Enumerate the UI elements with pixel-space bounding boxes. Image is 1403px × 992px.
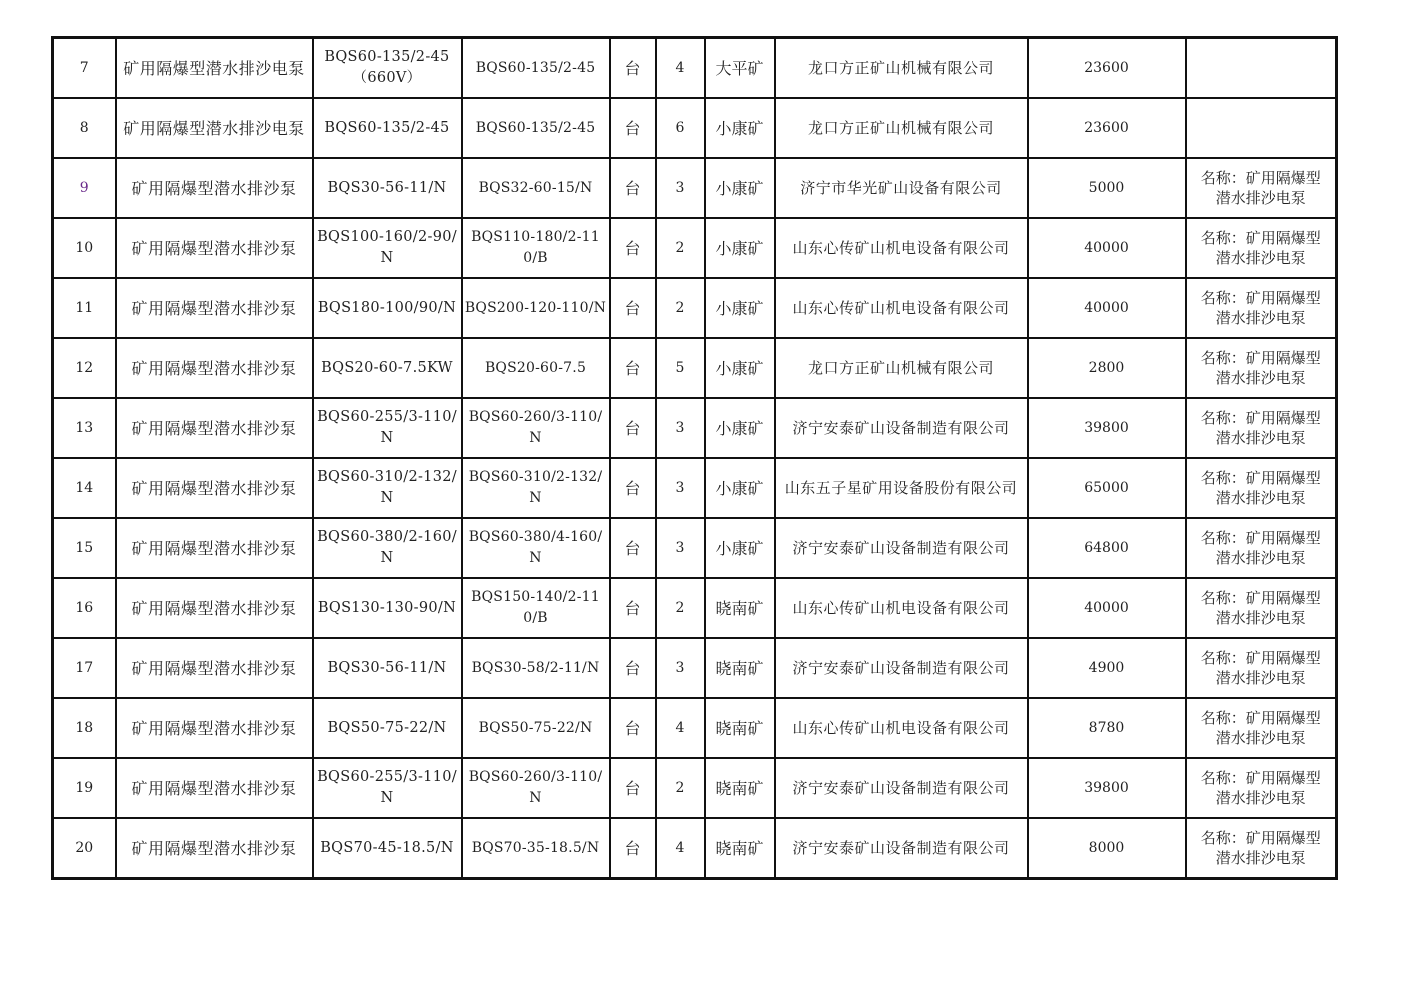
quantity-cell: 4 (656, 698, 705, 758)
supplied-model-cell: BQS110-180/2-110/B (462, 218, 610, 278)
spec-model-cell: BQS20-60-7.5KW (313, 338, 462, 398)
note-cell: 名称：矿用隔爆型潜水排沙电泵 (1186, 578, 1337, 638)
table-row (53, 398, 1337, 458)
price-cell: 39800 (1028, 758, 1186, 818)
table-row (53, 758, 1337, 818)
mine-cell: 小康矿 (705, 98, 775, 158)
row-number-cell: 7 (53, 38, 116, 99)
supplied-model-cell: BQS32-60-15/N (462, 158, 610, 218)
supplied-model-cell: BQS60-380/4-160/N (462, 518, 610, 578)
price-cell: 40000 (1028, 278, 1186, 338)
table-row (53, 818, 1337, 879)
price-cell: 5000 (1028, 158, 1186, 218)
price-cell: 40000 (1028, 218, 1186, 278)
spec-model-cell: BQS60-135/2-45 (313, 98, 462, 158)
quantity-cell: 6 (656, 98, 705, 158)
equipment-name-cell: 矿用隔爆型潜水排沙泵 (116, 218, 313, 278)
price-cell: 23600 (1028, 98, 1186, 158)
note-cell: 名称：矿用隔爆型潜水排沙电泵 (1186, 638, 1337, 698)
supplier-cell: 济宁安泰矿山设备制造有限公司 (775, 758, 1028, 818)
equipment-table (51, 36, 1338, 880)
mine-cell: 晓南矿 (705, 698, 775, 758)
spec-model-cell: BQS130-130-90/N (313, 578, 462, 638)
table-row (53, 158, 1337, 218)
supplied-model-cell: BQS200-120-110/N (462, 278, 610, 338)
quantity-cell: 2 (656, 758, 705, 818)
row-number-cell: 19 (53, 758, 116, 818)
mine-cell: 小康矿 (705, 338, 775, 398)
supplier-cell: 山东心传矿山机电设备有限公司 (775, 218, 1028, 278)
quantity-cell: 2 (656, 218, 705, 278)
row-number-cell: 13 (53, 398, 116, 458)
equipment-name-cell: 矿用隔爆型潜水排沙泵 (116, 398, 313, 458)
price-cell: 65000 (1028, 458, 1186, 518)
supplier-cell: 龙口方正矿山机械有限公司 (775, 98, 1028, 158)
spec-model-cell: BQS60-255/3-110/N (313, 398, 462, 458)
supplier-cell: 济宁安泰矿山设备制造有限公司 (775, 638, 1028, 698)
equipment-name-cell: 矿用隔爆型潜水排沙电泵 (116, 98, 313, 158)
spec-model-cell: BQS60-135/2-45（660V） (313, 38, 462, 99)
equipment-name-cell: 矿用隔爆型潜水排沙泵 (116, 758, 313, 818)
row-number-cell: 18 (53, 698, 116, 758)
mine-cell: 小康矿 (705, 458, 775, 518)
supplied-model-cell: BQS20-60-7.5 (462, 338, 610, 398)
supplied-model-cell: BQS60-135/2-45 (462, 38, 610, 99)
mine-cell: 大平矿 (705, 38, 775, 99)
supplier-cell: 山东心传矿山机电设备有限公司 (775, 278, 1028, 338)
row-number-cell: 15 (53, 518, 116, 578)
unit-cell: 台 (610, 758, 656, 818)
supplied-model-cell: BQS60-310/2-132/N (462, 458, 610, 518)
note-cell: 名称：矿用隔爆型潜水排沙电泵 (1186, 338, 1337, 398)
supplied-model-cell: BQS50-75-22/N (462, 698, 610, 758)
mine-cell: 小康矿 (705, 398, 775, 458)
price-cell: 8780 (1028, 698, 1186, 758)
price-cell: 64800 (1028, 518, 1186, 578)
table-row (53, 278, 1337, 338)
quantity-cell: 3 (656, 458, 705, 518)
row-number-cell: 9 (53, 158, 116, 218)
unit-cell: 台 (610, 638, 656, 698)
row-number-cell: 20 (53, 818, 116, 879)
quantity-cell: 4 (656, 818, 705, 879)
price-cell: 23600 (1028, 38, 1186, 99)
spec-model-cell: BQS30-56-11/N (313, 158, 462, 218)
mine-cell: 晓南矿 (705, 758, 775, 818)
equipment-name-cell: 矿用隔爆型潜水排沙泵 (116, 698, 313, 758)
mine-cell: 小康矿 (705, 518, 775, 578)
note-cell: 名称：矿用隔爆型潜水排沙电泵 (1186, 218, 1337, 278)
supplier-cell: 山东心传矿山机电设备有限公司 (775, 698, 1028, 758)
table-row (53, 218, 1337, 278)
note-cell: 名称：矿用隔爆型潜水排沙电泵 (1186, 278, 1337, 338)
equipment-name-cell: 矿用隔爆型潜水排沙泵 (116, 518, 313, 578)
spec-model-cell: BQS50-75-22/N (313, 698, 462, 758)
row-number-cell: 12 (53, 338, 116, 398)
note-cell: 名称：矿用隔爆型潜水排沙电泵 (1186, 518, 1337, 578)
quantity-cell: 2 (656, 278, 705, 338)
table-row (53, 518, 1337, 578)
quantity-cell: 3 (656, 518, 705, 578)
unit-cell: 台 (610, 98, 656, 158)
spec-model-cell: BQS30-56-11/N (313, 638, 462, 698)
note-cell: 名称：矿用隔爆型潜水排沙电泵 (1186, 158, 1337, 218)
spec-model-cell: BQS180-100/90/N (313, 278, 462, 338)
row-number-cell: 11 (53, 278, 116, 338)
note-cell (1186, 98, 1337, 158)
supplied-model-cell: BQS70-35-18.5/N (462, 818, 610, 879)
row-number-cell: 17 (53, 638, 116, 698)
unit-cell: 台 (610, 398, 656, 458)
spec-model-cell: BQS70-45-18.5/N (313, 818, 462, 879)
unit-cell: 台 (610, 38, 656, 99)
supplier-cell: 济宁安泰矿山设备制造有限公司 (775, 398, 1028, 458)
equipment-name-cell: 矿用隔爆型潜水排沙泵 (116, 818, 313, 879)
spec-model-cell: BQS60-310/2-132/N (313, 458, 462, 518)
spec-model-cell: BQS60-255/3-110/N (313, 758, 462, 818)
unit-cell: 台 (610, 218, 656, 278)
supplied-model-cell: BQS60-135/2-45 (462, 98, 610, 158)
equipment-name-cell: 矿用隔爆型潜水排沙泵 (116, 578, 313, 638)
mine-cell: 小康矿 (705, 218, 775, 278)
row-number-cell: 8 (53, 98, 116, 158)
unit-cell: 台 (610, 518, 656, 578)
spec-model-cell: BQS100-160/2-90/N (313, 218, 462, 278)
unit-cell: 台 (610, 338, 656, 398)
equipment-name-cell: 矿用隔爆型潜水排沙泵 (116, 638, 313, 698)
unit-cell: 台 (610, 278, 656, 338)
supplied-model-cell: BQS60-260/3-110/N (462, 398, 610, 458)
price-cell: 4900 (1028, 638, 1186, 698)
row-number-cell: 14 (53, 458, 116, 518)
note-cell: 名称：矿用隔爆型潜水排沙电泵 (1186, 698, 1337, 758)
table-row (53, 578, 1337, 638)
unit-cell: 台 (610, 458, 656, 518)
mine-cell: 晓南矿 (705, 578, 775, 638)
table-row (53, 338, 1337, 398)
spec-model-cell: BQS60-380/2-160/N (313, 518, 462, 578)
equipment-name-cell: 矿用隔爆型潜水排沙电泵 (116, 38, 313, 99)
price-cell: 39800 (1028, 398, 1186, 458)
table-body (53, 38, 1337, 879)
supplier-cell: 济宁安泰矿山设备制造有限公司 (775, 818, 1028, 879)
supplier-cell: 济宁市华光矿山设备有限公司 (775, 158, 1028, 218)
note-cell: 名称：矿用隔爆型潜水排沙电泵 (1186, 758, 1337, 818)
equipment-name-cell: 矿用隔爆型潜水排沙泵 (116, 158, 313, 218)
unit-cell: 台 (610, 818, 656, 879)
quantity-cell: 2 (656, 578, 705, 638)
table-row (53, 38, 1337, 99)
supplied-model-cell: BQS150-140/2-110/B (462, 578, 610, 638)
mine-cell: 晓南矿 (705, 818, 775, 879)
row-number-cell: 10 (53, 218, 116, 278)
table-row (53, 98, 1337, 158)
unit-cell: 台 (610, 158, 656, 218)
table-row (53, 638, 1337, 698)
supplier-cell: 龙口方正矿山机械有限公司 (775, 338, 1028, 398)
mine-cell: 小康矿 (705, 278, 775, 338)
equipment-name-cell: 矿用隔爆型潜水排沙泵 (116, 338, 313, 398)
table-row (53, 458, 1337, 518)
supplied-model-cell: BQS30-58/2-11/N (462, 638, 610, 698)
supplier-cell: 济宁安泰矿山设备制造有限公司 (775, 518, 1028, 578)
unit-cell: 台 (610, 698, 656, 758)
quantity-cell: 3 (656, 638, 705, 698)
supplied-model-cell: BQS60-260/3-110/N (462, 758, 610, 818)
price-cell: 8000 (1028, 818, 1186, 879)
mine-cell: 小康矿 (705, 158, 775, 218)
quantity-cell: 5 (656, 338, 705, 398)
quantity-cell: 4 (656, 38, 705, 99)
row-number-cell: 16 (53, 578, 116, 638)
note-cell: 名称：矿用隔爆型潜水排沙电泵 (1186, 818, 1337, 879)
note-cell: 名称：矿用隔爆型潜水排沙电泵 (1186, 398, 1337, 458)
unit-cell: 台 (610, 578, 656, 638)
quantity-cell: 3 (656, 398, 705, 458)
equipment-name-cell: 矿用隔爆型潜水排沙泵 (116, 278, 313, 338)
equipment-name-cell: 矿用隔爆型潜水排沙泵 (116, 458, 313, 518)
price-cell: 40000 (1028, 578, 1186, 638)
note-cell: 名称：矿用隔爆型潜水排沙电泵 (1186, 458, 1337, 518)
quantity-cell: 3 (656, 158, 705, 218)
mine-cell: 晓南矿 (705, 638, 775, 698)
note-cell (1186, 38, 1337, 99)
supplier-cell: 山东五子星矿用设备股份有限公司 (775, 458, 1028, 518)
price-cell: 2800 (1028, 338, 1186, 398)
supplier-cell: 山东心传矿山机电设备有限公司 (775, 578, 1028, 638)
supplier-cell: 龙口方正矿山机械有限公司 (775, 38, 1028, 99)
table-row (53, 698, 1337, 758)
